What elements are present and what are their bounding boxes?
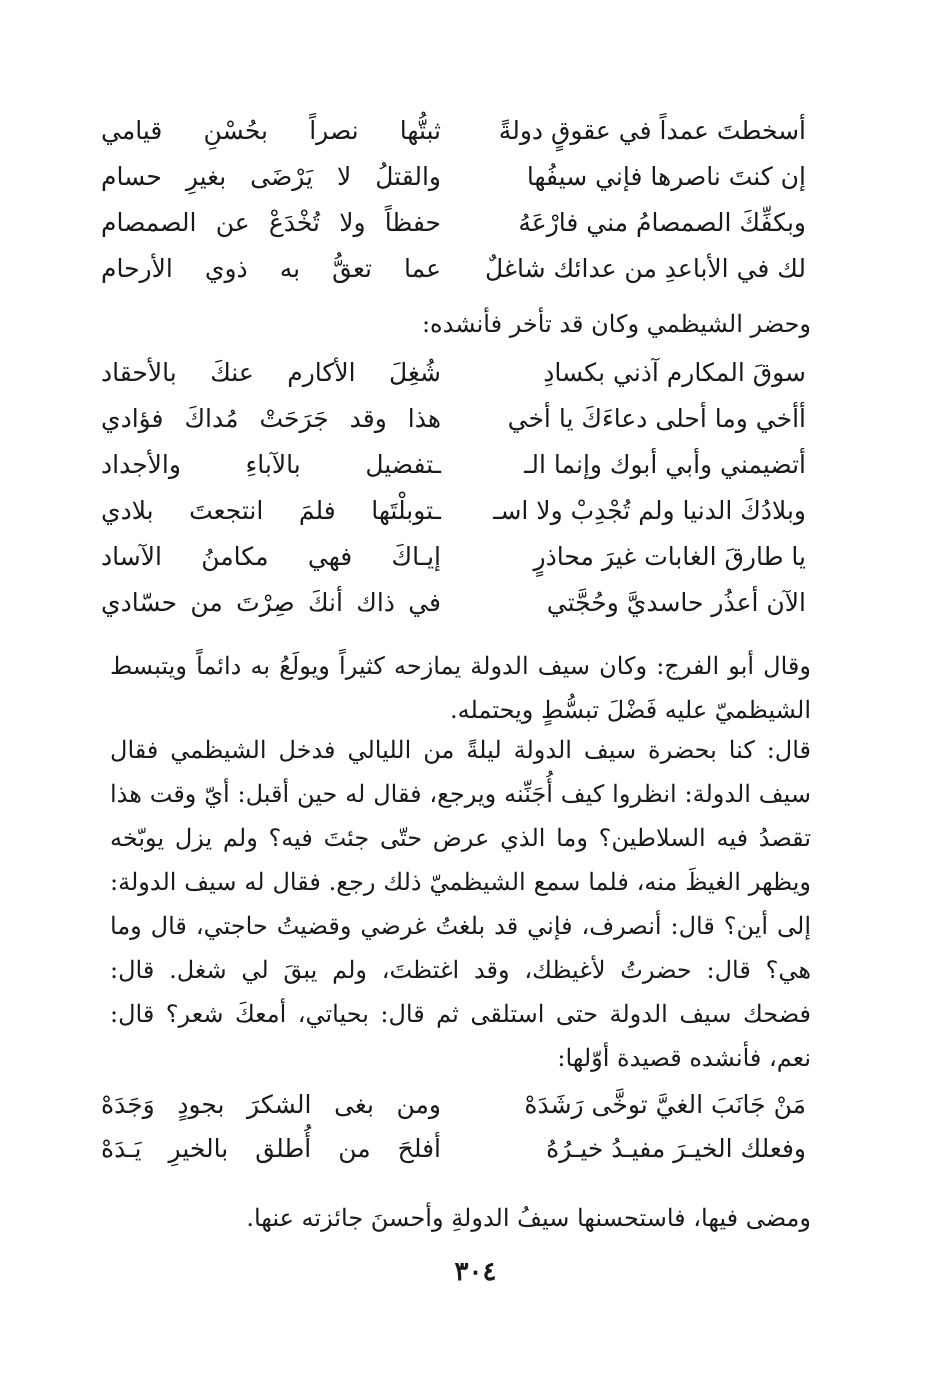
- second-hemistich: شُغِلَ الأكارم عنكَ بالأحقاد: [101, 358, 441, 387]
- verse: [0, 246, 951, 292]
- second-hemistich: إيـاكَ فهي مكامنُ الآساد: [101, 542, 441, 571]
- poem-2-intro: وحضر الشيظمي وكان قد تأخر فأنشده:: [421, 310, 811, 338]
- verse: [0, 442, 951, 488]
- first-hemistich: وبكفِّكَ الصمصامُ مني فارْعَهُ: [518, 208, 806, 237]
- first-hemistich: وبلادُكَ الدنيا ولم تُجْدِبْ ولا اسـ: [493, 496, 806, 525]
- verse: [0, 350, 951, 396]
- verse: [0, 488, 951, 534]
- verse: [0, 396, 951, 442]
- paragraph-anecdote: قال: كنا بحضرة سيف الدولة ليلةً من الليالي فدخل الشيظمي فقال سيف الدولة: انظروا كيف أُجَنِّنه ويرجع، فقال له حين أقبل: أيّ وقت هذا تقصدُ فيه السلاطين؟ وما الذي عرض حتّى جئتَ فيه؟ ولم يزل يوبّخه ويظهر الغيظَ منه، فلما سمع الشيظميّ ذلك رجع. فقال له سيف الدولة: إلى أين؟ قال: أنصرف، فإني قد بلغتُ غرضي وقضيتُ حاجتي، قال وما هي؟ قال: حضرتُ لأغيظك، وقد اغتظتَ، ولم يبقَ لي شغل. قال: فضحك سيف الدولة حتى استلقى ثم قال: بحياتي، أمعكَ شعر؟ قال: نعم، فأنشده قصيدة أوّلها:: [110, 736, 811, 1072]
- closing-line: ومضى فيها، فاستحسنها سيفُ الدولةِ وأحسنَ جائزته عنها.: [246, 1204, 811, 1232]
- first-hemistich: لك في الأباعدِ من عدائك شاغلٌ: [484, 254, 806, 283]
- second-hemistich: عما تعقُّ به ذوي الأرحام: [101, 254, 441, 283]
- first-hemistich: أأخي وما أحلى دعاءَكَ يا أخي: [507, 404, 806, 433]
- second-hemistich: أفلحَ من أُطلق بالخيرِ يَـدَهْ: [101, 1134, 441, 1163]
- paragraph-abu-al-faraj: وقال أبو الفرج: وكان سيف الدولة يمازحه كثيراً ويولَعُ به دائماً ويتبسط الشيظميّ عليه فَضْلَ تبسُّطٍ ويحتمله.: [110, 652, 811, 724]
- second-hemistich: ثبتُّها نصراً بحُسْنِ قيامي: [101, 116, 441, 145]
- first-hemistich: وفعلك الخيـرَ مفيـدُ خيـرُهُ: [546, 1134, 806, 1163]
- verse: [0, 580, 951, 626]
- second-hemistich: ومن بغى الشكرَ بجودٍ وَجَدَهْ: [101, 1090, 441, 1119]
- second-hemistich: حفظاً ولا تُخْدَعْ عن الصمصام: [101, 208, 441, 237]
- verse: [0, 1126, 951, 1172]
- second-hemistich: ـتفضيل بالآباءِ والأجداد: [101, 450, 441, 479]
- first-hemistich: مَنْ جَانَبَ الغيَّ توخَّى رَشَدَهْ: [524, 1090, 806, 1119]
- second-hemistich: في ذاك أنكَ صِرْتَ من حسّادي: [101, 588, 441, 617]
- page-number: ٣٠٤: [454, 1257, 497, 1287]
- first-hemistich: الآن أعذُر حاسديَّ وحُجَّتي: [546, 588, 806, 617]
- verse: [0, 200, 951, 246]
- first-hemistich: سوقَ المكارم آذني بكسادِ: [543, 358, 806, 387]
- first-hemistich: أسخطتَ عمداً في عقوقٍ دولةً: [498, 116, 806, 145]
- second-hemistich: هذا وقد جَرَحَتْ مُداكَ فؤادي: [101, 404, 441, 433]
- verse: [0, 534, 951, 580]
- first-hemistich: يا طارقَ الغابات غيرَ محاذرٍ: [533, 542, 806, 571]
- first-hemistich: أتضيمني وأبي أبوك وإنما الـ: [524, 450, 806, 479]
- verse: [0, 108, 951, 154]
- verse: [0, 154, 951, 200]
- second-hemistich: والقتلُ لا يَرْضَى بغيرِ حسام: [101, 162, 441, 191]
- second-hemistich: ـتوبلْتَها فلمَ انتجعتَ بلادي: [101, 496, 441, 525]
- verse: [0, 1082, 951, 1128]
- first-hemistich: إن كنتَ ناصرها فإني سيفُها: [526, 162, 806, 191]
